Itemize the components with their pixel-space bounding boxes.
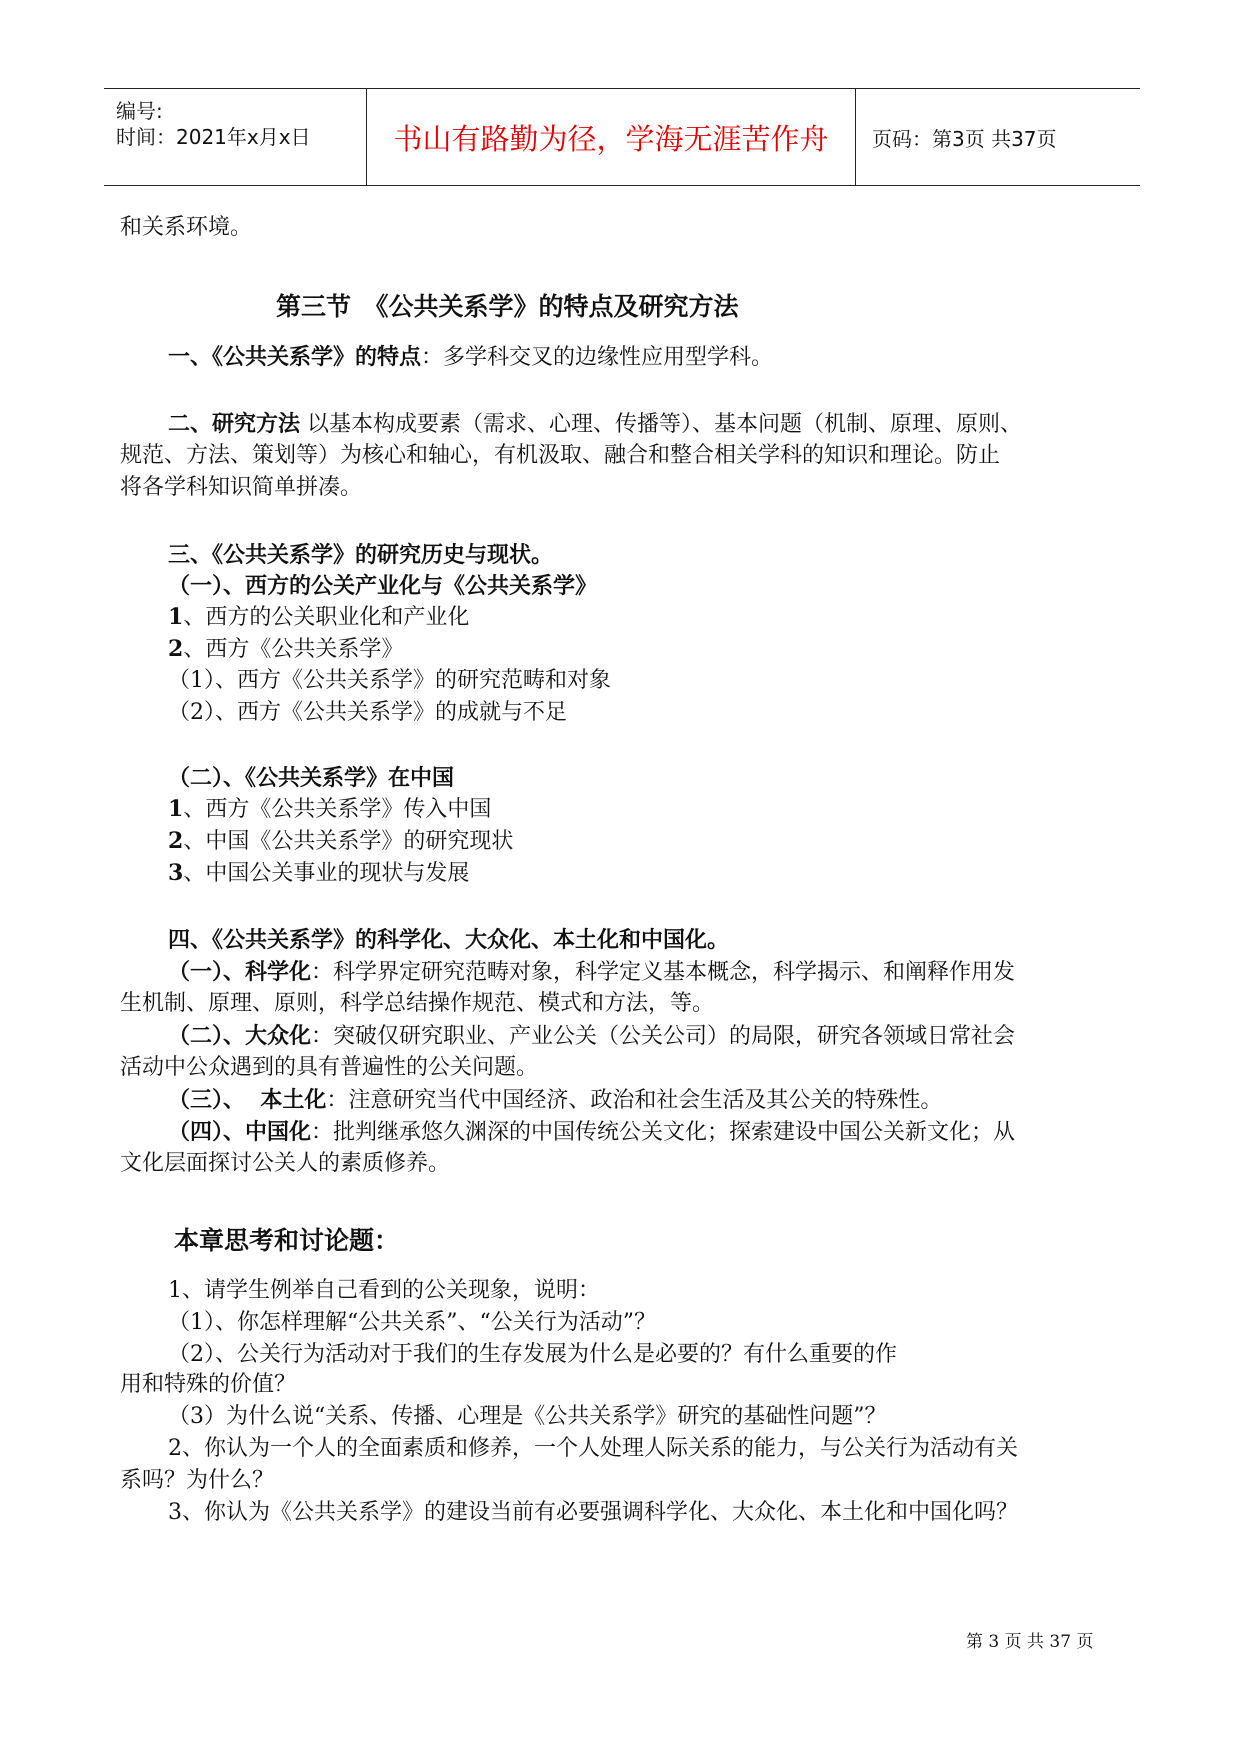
header-page-info: 页码：第3页 共37页 [872,126,1057,151]
list-item-text: 、西方《公共关系学》传入中国 [183,797,492,822]
paragraph-heading: （二）、大众化 [168,1023,312,1049]
section-title: 第三节 《公共关系学》的特点及研究方法 [276,292,739,321]
paragraph-methods-text: 以基本构成要素（需求、心理、传播等）、基本问题（机制、原理、原则、 [307,412,1023,437]
question-item: 3、你认为《公共关系学》的建设当前有必要强调科学化、大众化、本土化和中国化吗？ [168,1500,1018,1525]
list-item [168,858,469,889]
list-item [168,634,403,665]
header-motto-cell [367,89,856,185]
paragraph-text: ：突破仅研究职业、产业公关（公关公司）的局限，研究各领域日常社会 [311,1024,1016,1049]
document-number-label: 编号: [116,99,163,123]
document-time-label: 时间：2021年x月x日 [116,125,311,149]
paragraph-methods [168,409,1022,440]
subsection-heading: 三、《公共关系学》的研究历史与现状。 [168,542,554,568]
questions-title: 本章思考和讨论题： [174,1226,400,1255]
paragraph-heading: （三）、 本土化 [168,1087,327,1113]
paragraph-text: ：科学界定研究范畴对象，科学定义基本概念，科学揭示、和阐释作用发 [311,960,1016,985]
list-item-text: 、西方《公共关系学》 [183,637,404,662]
list-item-number: 3 [168,860,184,886]
paragraph-features [168,342,773,373]
body-line: 规范、方法、策划等）为核心和轴心，有机汲取、融合和整合相关学科的知识和理论。防止 [120,443,1001,468]
list-item: （2）、西方《公共关系学》的成就与不足 [168,700,567,725]
question-subitem: （1）、你怎样理解“公共关系”、“公关行为活动”？ [168,1310,656,1335]
paragraph-heading: （四）、中国化 [168,1119,312,1145]
page-footer: 第 3 页 共 37 页 [966,1632,1094,1652]
paragraph-methods-heading: 二、研究方法 [168,411,301,437]
list-item-number: 1 [168,604,184,630]
header-motto: 书山有路勤为径，学海无涯苦作舟 [393,121,829,156]
list-item: （1）、西方《公共关系学》的研究范畴和对象 [168,668,611,693]
list-item-number: 2 [168,828,184,854]
paragraph [168,1117,1015,1148]
list-item [168,794,491,825]
paragraph [168,1085,942,1116]
subsection-subheading: （一）、西方的公关产业化与《公共关系学》 [168,573,598,599]
body-line: 将各学科知识简单拼凑。 [120,475,363,500]
question-item: 2、你认为一个人的全面素质和修养，一个人处理人际关系的能力，与公关行为活动有关 [168,1436,1018,1461]
subsection-heading: 四、《公共关系学》的科学化、大众化、本土化和中国化。 [168,927,730,953]
paragraph-features-heading: 一、《公共关系学》的特点 [168,344,422,370]
question-subitem: （2）、公关行为活动对于我们的生存发展为什么是必要的？有什么重要的作 [168,1342,897,1367]
subsection-subheading: （二）、《公共关系学》在中国 [168,765,455,791]
list-item-text: 、中国公关事业的现状与发展 [183,861,470,886]
list-item-number: 1 [168,796,184,822]
page-header [104,88,1140,186]
paragraph [168,1021,1015,1052]
body-line: 和关系环境。 [120,215,253,240]
paragraph-text: ：注意研究当代中国经济、政治和社会生活及其公关的特殊性。 [326,1088,943,1113]
header-meta-cell [104,89,367,185]
body-line: 文化层面探讨公关人的素质修养。 [120,1151,451,1176]
question-subitem: （3）为什么说“关系、传播、心理是《公共关系学》研究的基础性问题”？ [168,1404,887,1429]
list-item-text: 、西方的公关职业化和产业化 [183,605,470,630]
question-item: 1、请学生例举自己看到的公关现象，说明： [168,1278,600,1303]
list-item [168,826,513,857]
list-item-text: 、中国《公共关系学》的研究现状 [183,829,514,854]
paragraph-features-text: ：多学科交叉的边缘性应用型学科。 [421,345,774,370]
paragraph-text: ：批判继承悠久渊深的中国传统公关文化；探索建设中国公关新文化；从 [311,1120,1016,1145]
paragraph [168,957,1015,988]
body-line: 生机制、原理、原则，科学总结操作规范、模式和方法，等。 [120,991,715,1016]
paragraph-heading: （一）、科学化 [168,959,312,985]
header-page-cell [856,89,1140,185]
list-item [168,602,469,633]
body-line: 用和特殊的价值？ [120,1372,297,1397]
body-line: 系吗？为什么？ [120,1468,275,1493]
body-line: 活动中公众遇到的具有普遍性的公关问题。 [120,1055,539,1080]
list-item-number: 2 [168,636,184,662]
